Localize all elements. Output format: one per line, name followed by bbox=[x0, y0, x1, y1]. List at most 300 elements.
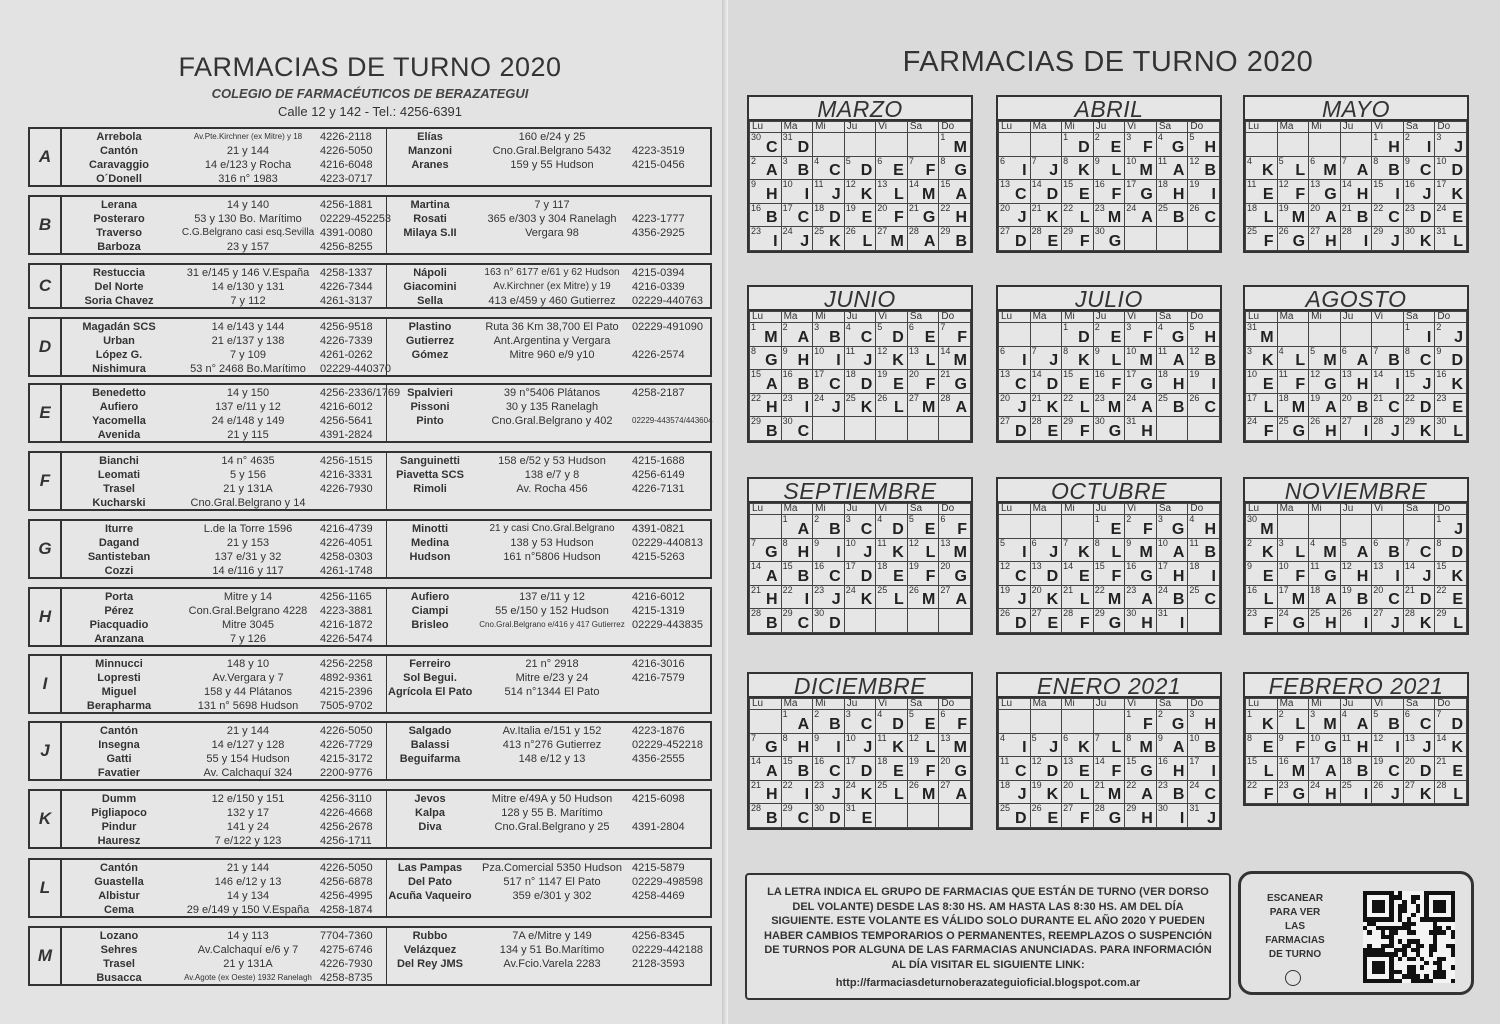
calendar-day bbox=[1093, 562, 1125, 586]
calendar-day bbox=[1062, 609, 1094, 633]
day-number: 18 bbox=[1189, 561, 1200, 571]
day-number: 9 bbox=[1404, 155, 1410, 166]
pharmacy-name-2: Minotti bbox=[411, 523, 449, 535]
pharmacy-address: 131 n° 5698 Hudson bbox=[197, 700, 299, 712]
group-letter: D bbox=[1419, 399, 1432, 416]
day-number: 18 bbox=[845, 369, 856, 379]
pharmacy-name: Lerana bbox=[100, 199, 138, 211]
calendar-day bbox=[781, 370, 813, 394]
day-number: 17 bbox=[845, 756, 856, 766]
group-letter: F bbox=[1079, 232, 1090, 250]
pharmacy-phone-2: 4215-1688 bbox=[632, 455, 685, 467]
calendar-day bbox=[1246, 562, 1278, 586]
pharmacy-name-2: Giacomini bbox=[403, 281, 457, 293]
group-b bbox=[28, 195, 712, 255]
group-letter: F bbox=[1079, 809, 1090, 827]
calendar-day bbox=[939, 562, 971, 586]
calendar-day bbox=[1030, 203, 1062, 227]
day-number: 20 bbox=[1000, 202, 1011, 213]
calendar-empty-cell bbox=[1188, 417, 1220, 441]
day-number: 2 bbox=[1094, 322, 1100, 332]
calendar-day bbox=[1340, 733, 1372, 757]
day-number: 3 bbox=[1310, 709, 1316, 719]
day-number: 3 bbox=[845, 514, 851, 524]
calendar-empty-cell bbox=[1309, 515, 1341, 539]
group-letter: A bbox=[766, 162, 778, 179]
group-letter: D bbox=[1046, 762, 1059, 780]
weekday-header: Mi bbox=[1062, 504, 1094, 515]
weekday-header: Do bbox=[1188, 504, 1220, 515]
pharmacy-name: Minnucci bbox=[95, 658, 143, 670]
group-letter: F bbox=[1295, 185, 1306, 203]
day-number: 25 bbox=[1310, 608, 1321, 618]
group-letter: A bbox=[1172, 352, 1185, 369]
pharmacy-address: Av. Calchaquí 324 bbox=[203, 767, 293, 779]
pharmacy-address: 12 e/150 y 151 bbox=[211, 793, 285, 805]
calendar-day bbox=[1125, 180, 1157, 204]
weekday-header: Mi bbox=[813, 122, 845, 133]
calendar-empty-cell bbox=[876, 804, 908, 828]
pharmacy-phone-2: 4356-2555 bbox=[632, 753, 685, 765]
day-number: 7 bbox=[940, 322, 946, 332]
group-letter: J bbox=[30, 723, 62, 779]
group-letter: B bbox=[1356, 399, 1369, 416]
group-letter: K bbox=[1262, 352, 1274, 369]
calendar-day bbox=[844, 203, 876, 227]
group-letter: E bbox=[1262, 375, 1274, 393]
weekday-header: Ma bbox=[1030, 504, 1062, 515]
calendar-day bbox=[1435, 538, 1467, 562]
day-number: 7 bbox=[1373, 345, 1379, 356]
group-letter: M bbox=[1291, 209, 1306, 226]
group-letter: G bbox=[922, 209, 936, 226]
group-letter: F bbox=[1143, 715, 1153, 733]
pharmacy-row bbox=[30, 889, 710, 903]
pharmacy-name: Guastella bbox=[94, 876, 144, 888]
group-letter: F bbox=[30, 453, 62, 509]
pharmacy-address-2: Cno.Gral.Belgrano y 25 bbox=[494, 821, 610, 833]
calendar-day bbox=[1125, 780, 1157, 804]
calendar-day bbox=[999, 538, 1031, 562]
calendar-day bbox=[876, 346, 908, 370]
group-letter: M bbox=[953, 138, 967, 156]
calendar-day bbox=[939, 393, 971, 417]
day-number: 14 bbox=[751, 561, 762, 571]
pharmacy-name: Urban bbox=[103, 335, 135, 347]
calendar-day bbox=[844, 538, 876, 562]
day-number: 8 bbox=[1126, 732, 1132, 743]
pharmacy-row bbox=[30, 226, 710, 240]
day-number: 18 bbox=[877, 561, 888, 571]
calendar-day bbox=[907, 757, 939, 781]
day-number: 2 bbox=[1094, 132, 1100, 142]
calendar-day bbox=[1188, 203, 1220, 227]
pharmacy-address-2: Mitre e/23 y 24 bbox=[515, 672, 589, 684]
calendar-day bbox=[1246, 370, 1278, 394]
calendar-day bbox=[1340, 780, 1372, 804]
calendar-day bbox=[1093, 156, 1125, 180]
group-letter: F bbox=[1263, 232, 1274, 250]
calendar-day bbox=[876, 156, 908, 180]
day-number: 16 bbox=[1094, 369, 1105, 379]
pharmacy-address-2: 55 e/150 y 152 Hudson bbox=[495, 605, 609, 617]
group-letter: C bbox=[860, 328, 873, 346]
day-number: 3 bbox=[845, 709, 851, 719]
day-number: 19 bbox=[1189, 179, 1200, 189]
day-number: 11 bbox=[845, 345, 856, 356]
day-number: 2 bbox=[751, 155, 757, 166]
day-number: 5 bbox=[1373, 709, 1379, 719]
day-number: 13 bbox=[877, 179, 888, 189]
day-number: 19 bbox=[1189, 369, 1200, 379]
group-letter: I bbox=[836, 739, 841, 756]
group-letter: C bbox=[1388, 399, 1400, 416]
group-letter: E bbox=[1110, 138, 1122, 156]
calendar-day bbox=[1030, 370, 1062, 394]
weekday-header: Ma bbox=[1277, 699, 1309, 710]
calendar-day bbox=[844, 156, 876, 180]
pharmacy-phone-2: 4216-6012 bbox=[632, 591, 685, 603]
pharmacy-phone: 02229-452253 bbox=[320, 213, 391, 225]
calendar-day bbox=[1030, 757, 1062, 781]
group-letter: K bbox=[30, 791, 62, 847]
day-number: 25 bbox=[877, 584, 888, 595]
month-name: JUNIO bbox=[749, 287, 971, 311]
calendar-day bbox=[1156, 609, 1188, 633]
calendar-day bbox=[844, 710, 876, 734]
weekday-header: Do bbox=[1188, 699, 1220, 710]
day-number: 15 bbox=[940, 179, 951, 189]
calendar-empty-cell bbox=[1277, 515, 1309, 539]
pharmacy-address: 158 y 44 Plátanos bbox=[203, 686, 293, 698]
day-number: 25 bbox=[814, 226, 825, 236]
calendar-day bbox=[1246, 323, 1278, 347]
day-number: 15 bbox=[1063, 369, 1074, 379]
pharmacy-name-2: Sol Begui. bbox=[403, 672, 457, 684]
group-letter: I bbox=[1426, 138, 1432, 156]
group-letter: E bbox=[1110, 520, 1122, 538]
pharmacy-phone-2: 02229-491090 bbox=[632, 321, 703, 333]
calendar-day bbox=[1309, 417, 1341, 441]
day-number: 22 bbox=[1404, 392, 1415, 403]
group-letter: G bbox=[1292, 422, 1306, 440]
group-letter: K bbox=[1262, 544, 1274, 561]
calendar-day bbox=[1340, 417, 1372, 441]
pharmacy-phone: 4256-2678 bbox=[320, 821, 373, 833]
weekday-header: Vi bbox=[1125, 699, 1157, 710]
day-number: 28 bbox=[751, 803, 762, 813]
calendar-empty-cell bbox=[1030, 710, 1062, 734]
group-letter: D bbox=[1451, 162, 1463, 179]
group-letter: L bbox=[925, 739, 936, 756]
pharmacy-address-2: Cno.Gral.Belgrano 5432 bbox=[492, 145, 612, 157]
group-letter: J bbox=[1422, 739, 1432, 756]
pharmacy-address-2: Ruta 36 Km 38,700 El Pato bbox=[485, 321, 619, 333]
pharmacy-address: Av.Pte.Kirchner (ex Mitre) y 18 bbox=[193, 132, 303, 141]
group-letter: M bbox=[1323, 352, 1337, 369]
pharmacy-address-2: 413 n°276 Gutierrez bbox=[502, 739, 602, 751]
calendar-day bbox=[844, 757, 876, 781]
group-letter: G bbox=[1324, 185, 1337, 203]
calendar-day bbox=[1156, 323, 1188, 347]
pharmacy-address: 148 y 10 bbox=[226, 658, 270, 670]
pharmacy-row bbox=[30, 212, 710, 226]
pharmacy-address-2: 128 y 55 B. Marítimo bbox=[501, 807, 603, 819]
day-number: 9 bbox=[1247, 561, 1253, 571]
day-number: 8 bbox=[782, 732, 788, 743]
calendar-empty-cell bbox=[999, 515, 1031, 539]
pharmacy-phone: 4261-1748 bbox=[320, 565, 373, 577]
group-letter: H bbox=[1356, 739, 1369, 756]
calendar-day bbox=[1435, 133, 1467, 157]
day-number: 12 bbox=[877, 345, 888, 356]
group-letter: F bbox=[1263, 614, 1274, 632]
group-letter: B bbox=[1356, 209, 1369, 226]
calendar-empty-cell bbox=[1277, 323, 1309, 347]
day-number: 25 bbox=[1189, 584, 1200, 595]
day-number: 3 bbox=[814, 322, 820, 332]
calendar-day bbox=[939, 733, 971, 757]
group-letter: M bbox=[953, 352, 967, 369]
pharmacy-name: Del Norte bbox=[94, 281, 144, 293]
calendar-day bbox=[1435, 757, 1467, 781]
pharmacy-name-2: Milaya S.II bbox=[403, 227, 457, 239]
notice-link[interactable]: http://farmaciasdeturnoberazateguioficial.blogspot.com.ar bbox=[835, 977, 1141, 989]
weekday-header: Mi bbox=[1309, 312, 1341, 323]
calendar-day bbox=[1435, 710, 1467, 734]
month-name: JULIO bbox=[998, 287, 1220, 311]
day-number: 22 bbox=[1094, 584, 1105, 595]
calendar-febrero-2021 bbox=[1243, 672, 1469, 806]
day-number: 26 bbox=[1310, 416, 1321, 426]
calendar-day bbox=[1125, 538, 1157, 562]
day-number: 1 bbox=[1094, 514, 1100, 524]
qr-box bbox=[1238, 871, 1474, 995]
day-number: 17 bbox=[845, 561, 856, 571]
calendar-day bbox=[1435, 203, 1467, 227]
calendar-day bbox=[1125, 393, 1157, 417]
pharmacy-name: Barboza bbox=[97, 241, 141, 253]
calendar-day bbox=[813, 780, 845, 804]
calendar-day bbox=[1125, 757, 1157, 781]
day-number: 14 bbox=[1404, 561, 1415, 571]
weekday-header: Do bbox=[939, 504, 971, 515]
pharmacy-name-2: Las Pampas bbox=[397, 862, 463, 874]
group-letter: A bbox=[766, 762, 778, 780]
calendar-day bbox=[1125, 133, 1157, 157]
group-letter: H bbox=[797, 544, 810, 561]
day-number: 10 bbox=[1157, 537, 1168, 548]
calendar-day bbox=[1030, 156, 1062, 180]
group-letter: D bbox=[860, 762, 873, 780]
calendar-day bbox=[1309, 346, 1341, 370]
pharmacy-address-2: Av.Kirchner (ex Mitre) y 19 bbox=[493, 281, 611, 292]
calendar-day bbox=[1340, 710, 1372, 734]
group-letter: M bbox=[1323, 544, 1337, 561]
group-m bbox=[28, 926, 712, 986]
group-letter: B bbox=[797, 375, 810, 393]
pharmacy-phone-2: 02229-440813 bbox=[632, 537, 703, 549]
pharmacy-address-2: Cno.Gral.Belgrano y 402 bbox=[491, 415, 613, 427]
group-letter: G bbox=[1292, 614, 1306, 632]
group-letter: B bbox=[1172, 209, 1185, 226]
calendar-day bbox=[1435, 393, 1467, 417]
pharmacy-row bbox=[30, 752, 710, 766]
group-letter: K bbox=[1451, 185, 1463, 203]
pharmacy-name: Cozzi bbox=[104, 565, 134, 577]
calendar-day bbox=[1062, 780, 1094, 804]
qr-code-icon[interactable] bbox=[1363, 891, 1455, 983]
group-letter: J bbox=[1422, 185, 1432, 203]
group-letter: M bbox=[764, 328, 778, 346]
pharmacy-phone-2: 4258-2187 bbox=[632, 387, 685, 399]
group-letter: H bbox=[1204, 715, 1216, 733]
day-number: 24 bbox=[1126, 202, 1137, 213]
calendar-day bbox=[1309, 393, 1341, 417]
calendar-day bbox=[1156, 370, 1188, 394]
group-letter: M bbox=[1260, 520, 1274, 538]
day-number: 27 bbox=[1404, 779, 1415, 790]
calendar-day bbox=[1030, 417, 1062, 441]
group-letter: I bbox=[836, 544, 841, 561]
calendar-day bbox=[1125, 585, 1157, 609]
pharmacy-address: 21 y 144 bbox=[226, 145, 270, 157]
group-letter: K bbox=[860, 591, 873, 608]
qr-caption-line: PARA VER bbox=[1269, 907, 1321, 918]
group-letter: G bbox=[1140, 762, 1153, 780]
weekday-header: Ju bbox=[1340, 504, 1372, 515]
day-number: 14 bbox=[1094, 756, 1105, 766]
group-letter: F bbox=[1143, 138, 1153, 156]
group-letter: C bbox=[1419, 162, 1432, 179]
day-number: 3 bbox=[1247, 345, 1253, 356]
calendar-day bbox=[876, 227, 908, 251]
calendar-day bbox=[1372, 538, 1404, 562]
group-letter: C bbox=[1204, 786, 1216, 803]
pharmacy-name: Sehres bbox=[100, 944, 138, 956]
weekday-header: Sa bbox=[1403, 122, 1435, 133]
calendar-day bbox=[781, 133, 813, 157]
pharmacy-phone: 4256-9518 bbox=[320, 321, 373, 333]
calendar-empty-cell bbox=[1188, 609, 1220, 633]
day-number: 13 bbox=[1341, 369, 1352, 379]
group-letter: M bbox=[1107, 786, 1122, 803]
group-letter: E bbox=[924, 520, 936, 538]
calendar-day bbox=[1030, 180, 1062, 204]
pharmacy-name: Aufiero bbox=[99, 401, 139, 413]
calendar-day bbox=[781, 562, 813, 586]
day-number: 17 bbox=[1247, 392, 1258, 403]
month-name: ENERO 2021 bbox=[998, 674, 1220, 698]
calendar-day bbox=[1372, 710, 1404, 734]
day-number: 20 bbox=[1373, 584, 1384, 595]
day-number: 30 bbox=[1157, 803, 1168, 813]
day-number: 27 bbox=[908, 392, 919, 403]
calendar-day bbox=[939, 203, 971, 227]
day-number: 3 bbox=[1157, 514, 1163, 524]
pharmacy-phone: 4261-0262 bbox=[320, 349, 373, 361]
day-number: 22 bbox=[782, 779, 793, 790]
calendar-day bbox=[844, 585, 876, 609]
group-letter: I bbox=[1179, 614, 1185, 632]
group-letter: M bbox=[1260, 328, 1274, 346]
pharmacy-name: Cantón bbox=[100, 862, 138, 874]
qr-caption-line: DE TURNO bbox=[1268, 949, 1322, 960]
calendar-empty-cell bbox=[1188, 227, 1220, 251]
group-letter: M bbox=[1291, 762, 1306, 780]
group-letter: L bbox=[1263, 762, 1274, 780]
weekday-header: Vi bbox=[1372, 699, 1404, 710]
calendar-day bbox=[1062, 393, 1094, 417]
pharmacy-name: Trasel bbox=[103, 483, 135, 495]
pharmacy-name: Traverso bbox=[96, 227, 142, 239]
day-number: 17 bbox=[1157, 561, 1168, 571]
group-letter: F bbox=[1079, 422, 1090, 440]
day-number: 7 bbox=[1094, 732, 1100, 743]
group-letter: B bbox=[1204, 739, 1216, 756]
day-number: 13 bbox=[1000, 369, 1011, 379]
calendar-empty-cell bbox=[1340, 323, 1372, 347]
day-number: 29 bbox=[1126, 803, 1137, 813]
calendar-day bbox=[813, 733, 845, 757]
calendar-day bbox=[1156, 393, 1188, 417]
day-number: 8 bbox=[1404, 345, 1410, 356]
day-number: 5 bbox=[1000, 537, 1006, 548]
group-letter: E bbox=[924, 715, 936, 733]
pharmacy-name: Nishimura bbox=[92, 363, 146, 375]
day-number: 25 bbox=[1247, 226, 1258, 236]
group-letter: A bbox=[1172, 162, 1185, 179]
pharmacy-phone: 4258-0303 bbox=[320, 551, 373, 563]
day-number: 26 bbox=[1031, 803, 1042, 813]
pharmacy-name: O´Donell bbox=[96, 173, 142, 185]
day-number: 8 bbox=[782, 537, 788, 548]
day-number: 4 bbox=[1000, 732, 1006, 743]
calendar-day bbox=[907, 585, 939, 609]
pharmacy-phone-2: 4215-1319 bbox=[632, 605, 685, 617]
calendar-empty-cell bbox=[1156, 227, 1188, 251]
day-number: 15 bbox=[1436, 561, 1447, 571]
pharmacy-row bbox=[30, 400, 710, 414]
weekday-header: Sa bbox=[907, 504, 939, 515]
calendar-day bbox=[1156, 538, 1188, 562]
pharmacy-address: Mitre 3045 bbox=[222, 619, 274, 631]
group-letter: A bbox=[923, 232, 936, 250]
calendar-day bbox=[1188, 323, 1220, 347]
day-number: 24 bbox=[845, 779, 856, 790]
day-number: 3 bbox=[1126, 322, 1132, 332]
pharmacy-name-2: Plastino bbox=[408, 321, 452, 333]
calendar-day bbox=[1403, 323, 1435, 347]
calendar-septiembre bbox=[747, 477, 973, 635]
group-letter: G bbox=[1140, 567, 1153, 585]
group-j bbox=[28, 721, 712, 781]
pharmacy-phone: 4226-5050 bbox=[320, 862, 373, 874]
day-number: 26 bbox=[1373, 779, 1384, 790]
pharmacy-address: 14 e/143 y 144 bbox=[211, 321, 285, 333]
day-number: 16 bbox=[1404, 179, 1415, 189]
day-number: 2 bbox=[782, 322, 788, 332]
calendar-day bbox=[1435, 156, 1467, 180]
day-number: 30 bbox=[1094, 226, 1105, 236]
day-number: 15 bbox=[1126, 756, 1137, 766]
group-letter: D bbox=[1078, 138, 1090, 156]
calendar-day bbox=[1277, 203, 1309, 227]
day-number: 27 bbox=[1000, 416, 1011, 426]
pharmacy-name-2: Diva bbox=[418, 821, 442, 833]
group-letter: G bbox=[765, 544, 778, 561]
pharmacy-address: 14 e/130 y 131 bbox=[211, 281, 285, 293]
